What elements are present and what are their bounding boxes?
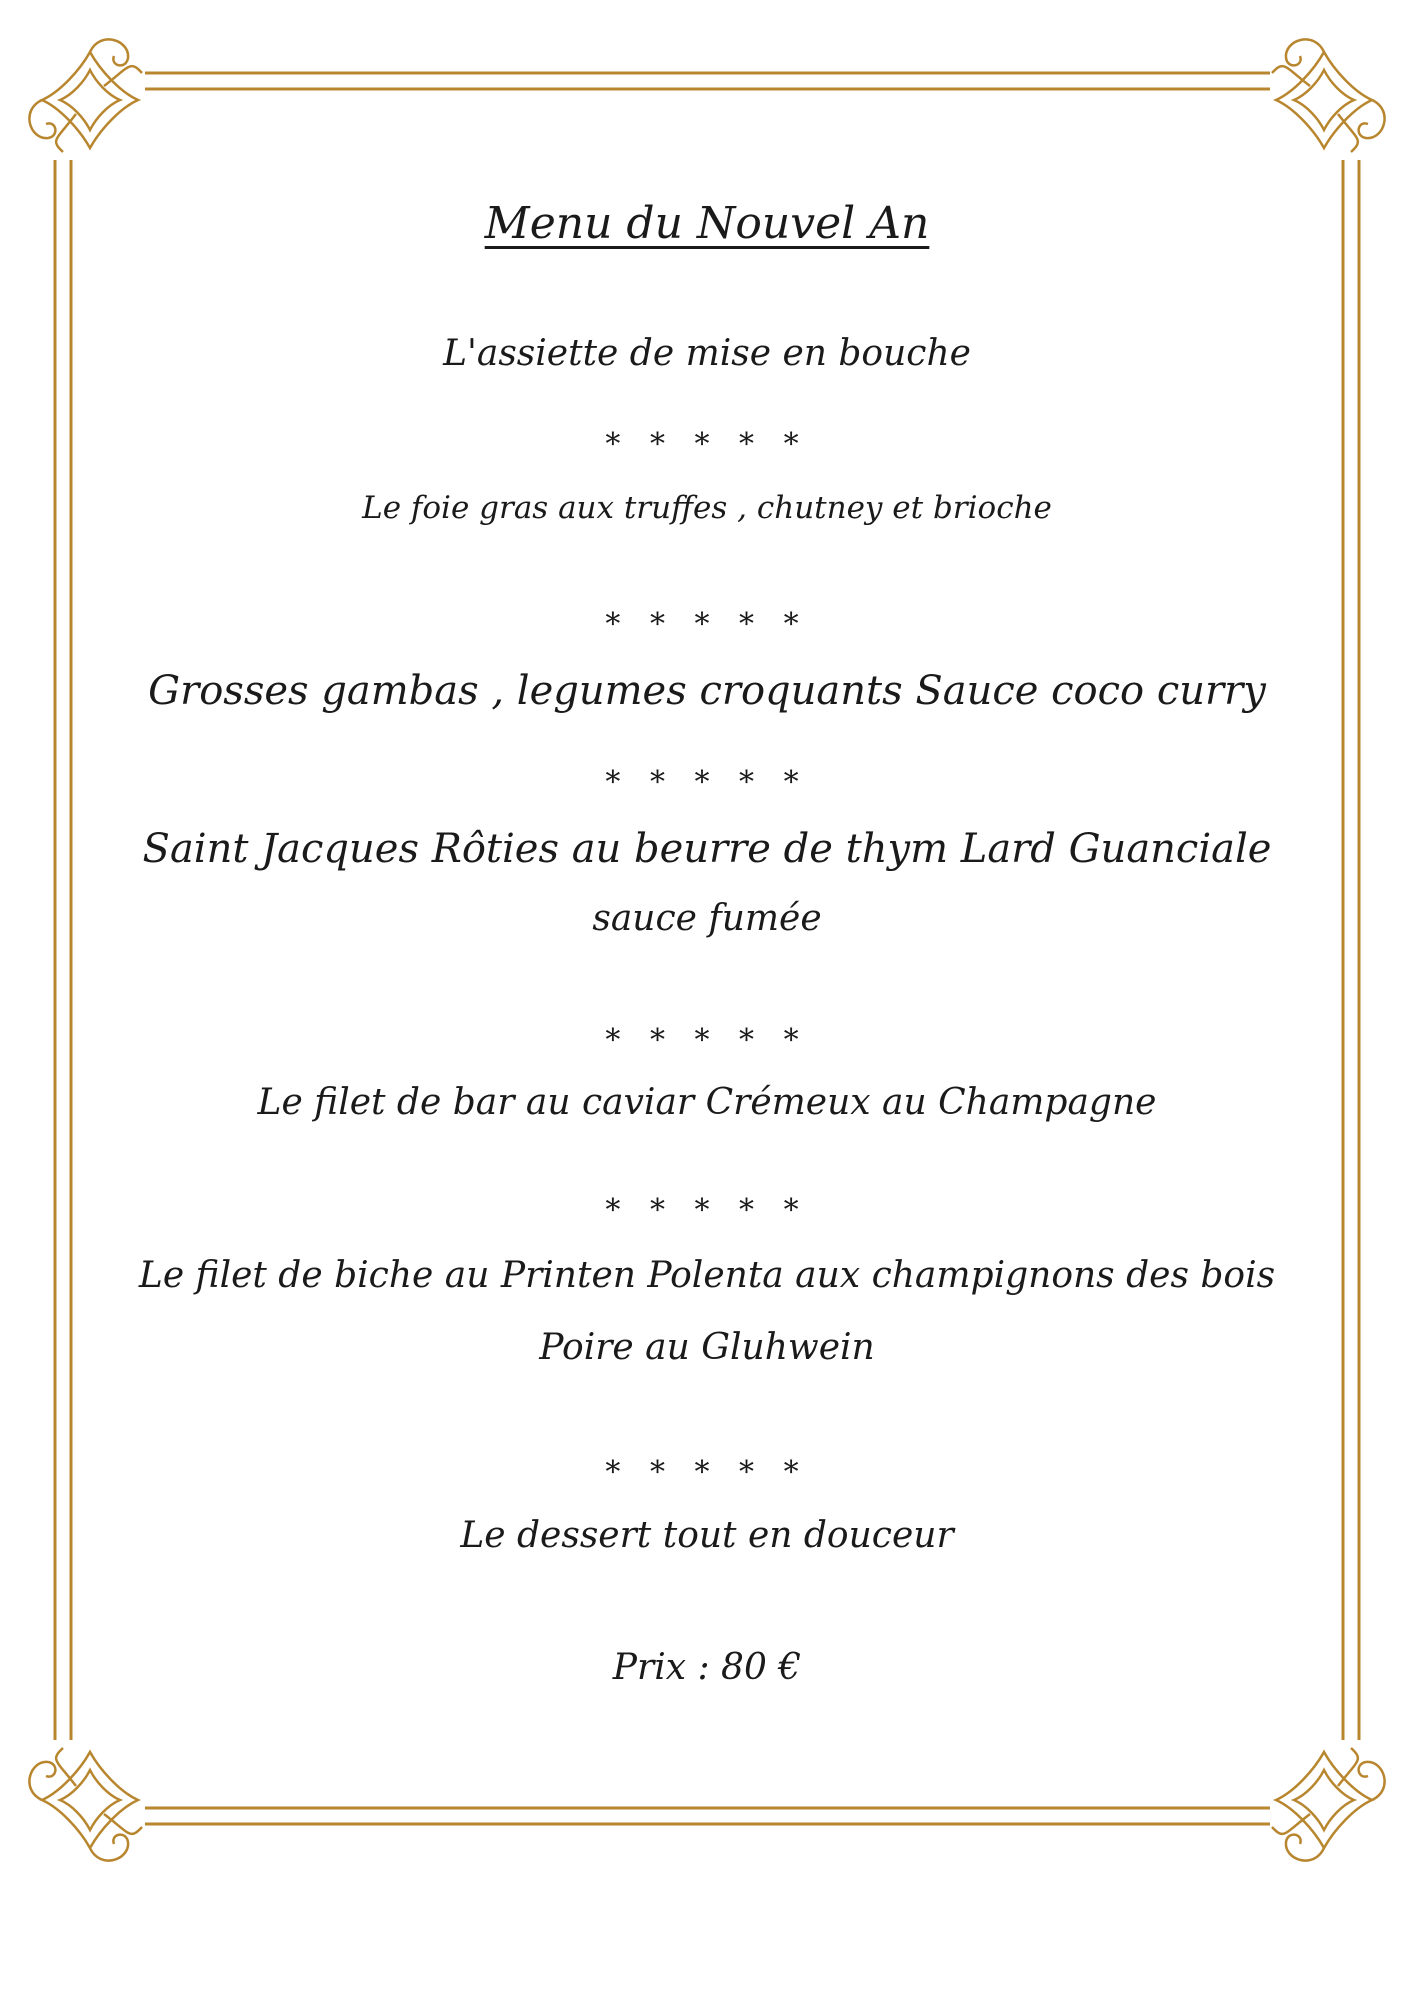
separator-5: * * * * * [605, 1193, 809, 1228]
corner-ornament-bottom-right-icon [1272, 1748, 1385, 1861]
course-5-line-1: Le filet de bar au caviar Crémeux au Champagne [257, 1082, 1157, 1123]
course-6-line-2: Poire au Gluhwein [539, 1327, 875, 1368]
price-label: Prix : 80 € [612, 1647, 802, 1688]
separator-3: * * * * * [605, 765, 809, 800]
corner-ornament-top-left-icon [29, 39, 142, 152]
course-1-line-1: L'assiette de mise en bouche [443, 333, 971, 374]
separator-4: * * * * * [605, 1023, 809, 1058]
course-4-line-2: sauce fumée [592, 898, 822, 939]
course-4-line-1: Saint Jacques Rôties au beurre de thym Lard Guanciale [142, 826, 1272, 872]
course-6-line-1: Le filet de biche au Printen Polenta aux champignons des bois [138, 1255, 1276, 1296]
separator-6: * * * * * [605, 1455, 809, 1490]
course-2-line-1: Le foie gras aux truffes , chutney et brioche [362, 490, 1052, 526]
separator-2: * * * * * [605, 607, 809, 642]
menu-title: Menu du Nouvel An [484, 198, 930, 249]
corner-ornament-bottom-left-icon [29, 1748, 142, 1861]
course-7-line-1: Le dessert tout en douceur [460, 1515, 954, 1556]
course-3-line-1: Grosses gambas , legumes croquants Sauce coco curry [148, 668, 1266, 714]
separator-1: * * * * * [605, 427, 809, 462]
corner-ornament-top-right-icon [1272, 39, 1385, 152]
